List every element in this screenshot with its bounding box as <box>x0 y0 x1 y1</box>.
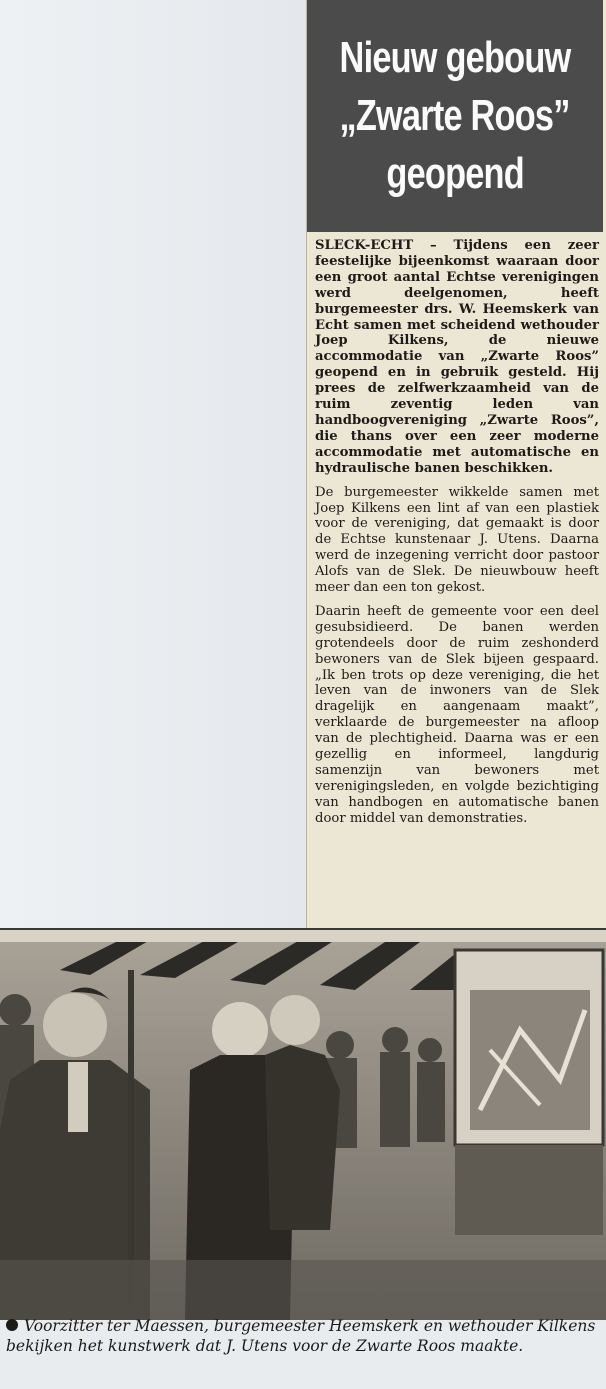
article-paragraph-2: De burgemeester wikkelde samen met Joep Kilkens een lint af van een plastiek voor de vereniging, dat gemaakt is door de Echtse kunstenaar J. Utens. Daarna werd de inzegening verricht door pastoor Alofs van de Slek. De nieuwbouw heeft meer dan een ton gekost. <box>315 484 599 596</box>
scanner-background <box>0 0 306 930</box>
photo-illustration <box>0 930 606 1320</box>
bullet-icon <box>6 1319 18 1331</box>
artwork-panel <box>455 950 603 1235</box>
headline-block <box>307 0 603 232</box>
article-paragraph-3: Daarin heeft de gemeente voor een deel gesubsidieerd. De banen werden grotendeels door de ruim zeshonderd bewoners van de Slek bijeen gespaard. „Ik ben trots op deze vereniging, die het leven van de inwoners van de Slek dragelijk en aangenaam maakt”, verklaarde de burgemeester na afloop van de plechtigheid. Daarna was er een gezellig en informeel, langdurig samenzijn van bewoners met verenigingsleden, en volgde bezichtiging van handbogen en automatische banen door middel van demonstraties. <box>315 603 599 826</box>
caption-text: Voorzitter ter Maessen, burgemeester Heemskerk en wethouder Kilkens bekijken het kunstwerk dat J. Utens voor de Zwarte Roos maakte. <box>6 1317 596 1355</box>
photo-caption <box>6 1316 598 1356</box>
article-lead: SLECK-ECHT – Tijdens een zeer feestelijke bijeenkomst waaraan door een groot aantal Echtse verenigingen werd deelgenomen, heeft burgemeester drs. W. Heemskerk van Echt samen met scheidend wethouder Joep Kilkens, de nieuwe accommodatie van „Zwarte Roos” geopend en in gebruik gesteld. Hij prees de zelfwerkzaamheid van de ruim zeventig leden van handboogvereniging „Zwarte Roos”, die thans over een zeer moderne accommodatie met automatische en hydraulische banen beschikken. <box>315 238 599 476</box>
newspaper-photo <box>0 928 606 1320</box>
article-body <box>315 238 599 835</box>
headline-line-1: Nieuw gebouw <box>339 33 571 82</box>
headline-line-3: geopend <box>386 149 524 198</box>
newspaper-clipping <box>306 0 606 935</box>
headline-line-2: „Zwarte Roos” <box>339 91 571 140</box>
